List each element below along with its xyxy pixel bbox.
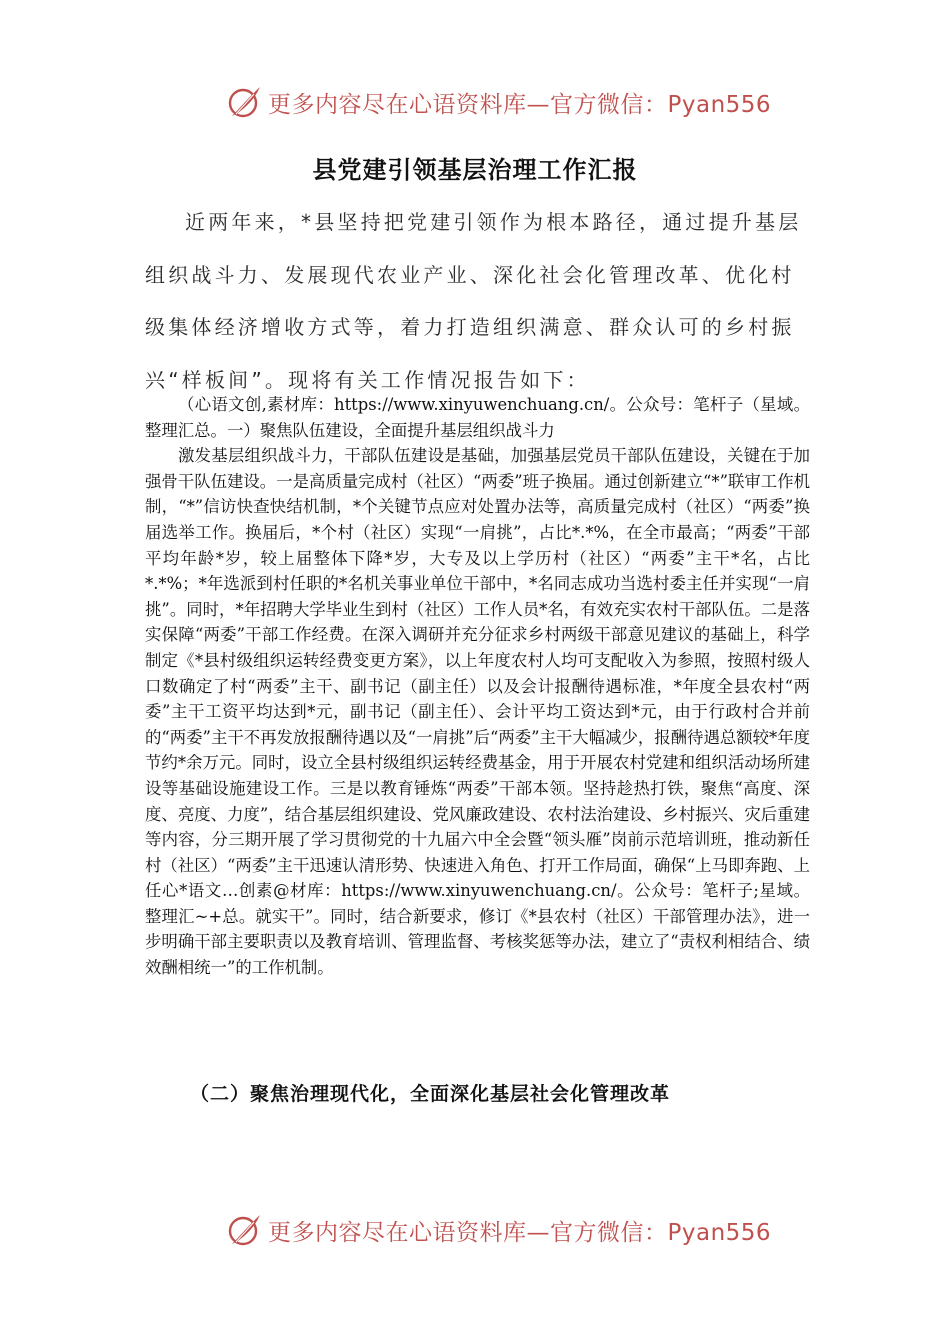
watermark-text: 更多内容尽在心语资料库—官方微信：Pyan556 <box>268 1220 772 1246</box>
paragraph-team-building: 激发基层组织战斗力，干部队伍建设是基础，加强基层党员干部队伍建设，关键在于加强骨干队伍建设。一是高质量完成村（社区）“两委”班子换届。通过创新建立“*”联审工作机制，“*”信访快查快结机制，*个关键节点应对处置办法等，高质量完成村（社区）“两委”换届选举工作。换届后，*个村（社区）实现“一肩挑”，占比*.*%，在全市最高；“两委”干部平均年龄*岁，较上届整体下降*岁，大专及以上学历村（社区）“两委”主干*名，占比*.*%；*年选派到村任职的*名机关事业单位干部中，*名同志成功当选村委主任并实现“一肩挑”。同时，*年招聘大学毕业生到村（社区）工作人员*名，有效充实农村干部队伍。二是落实保障“两委”干部工作经费。在深入调研并充分征求乡村两级干部意见建议的基础上，科学制定《*县村级组织运转经费变更方案》，以上年度农村人均可支配收入为参照，按照村级人口数确定了村“两委”主干、副书记（副主任）以及会计报酬待遇标准，*年度全县农村“两委”主干工资平均达到*元，副书记（副主任）、会计平均工资达到*元，由于行政村合并前的“两委”主干不再发放报酬待遇以及“一肩挑”后“两委”主干大幅减少，报酬待遇总额较*年度节约*余万元。同时，设立全县村级组织运转经费基金，用于开展农村党建和组织活动场所建设等基础设施建设工作。三是以教育锤炼“两委”干部本领。坚持趁热打铁，聚焦“高度、深度、亮度、力度”，结合基层组织建设、党风廉政建设、农村法治建设、乡村振兴、灾后重建等内容，分三期开展了学习贯彻党的十九届六中全会暨“领头雁”岗前示范培训班，推动新任村（社区）“两委”主干迅速认清形势、快速进入角色、打开工作局面，确保“上马即奔跑、上任心*语文…创素@材库：https://www.xinyuwenchuang.cn/。公众号：笔杆子;星域。整理汇~+总。就实干”。同时，结合新要求，修订《*县农村（社区）干部管理办法》，进一步明确干部主要职责以及教育培训、管理监督、考核奖惩等办法，建立了“责权利相结合、绩效酬相统一”的工作机制。 <box>145 446 810 978</box>
wechat-handle: Pyan556 <box>667 1220 772 1246</box>
watermark-text: 更多内容尽在心语资料库—官方微信：Pyan556 <box>268 92 772 118</box>
document-body <box>145 392 810 981</box>
quill-pen-icon <box>226 1212 264 1248</box>
document-title: 县党建引领基层治理工作汇报 <box>312 156 638 184</box>
header-watermark <box>0 82 950 122</box>
paragraph-source-and-heading: （心语文创,素材库：https://www.xinyuwenchuang.cn/。公众号：笔杆子（星域。整理汇总。一）聚焦队伍建设，全面提升基层组织战斗力 <box>145 395 810 440</box>
section-heading-2: （二）聚焦治理现代化，全面深化基层社会化管理改革 <box>190 1083 671 1105</box>
wechat-handle: Pyan556 <box>667 92 772 118</box>
intro-paragraph: 近两年来，*县坚持把党建引领作为根本路径，通过提升基层组织战斗力、发展现代农业产业、深化社会化管理改革、优化村级集体经济增收方式等，着力打造组织满意、群众认可的乡村振兴“样板间”。现将有关工作情况报告如下： <box>145 210 802 392</box>
footer-watermark <box>0 1210 950 1250</box>
quill-pen-icon <box>226 84 264 120</box>
